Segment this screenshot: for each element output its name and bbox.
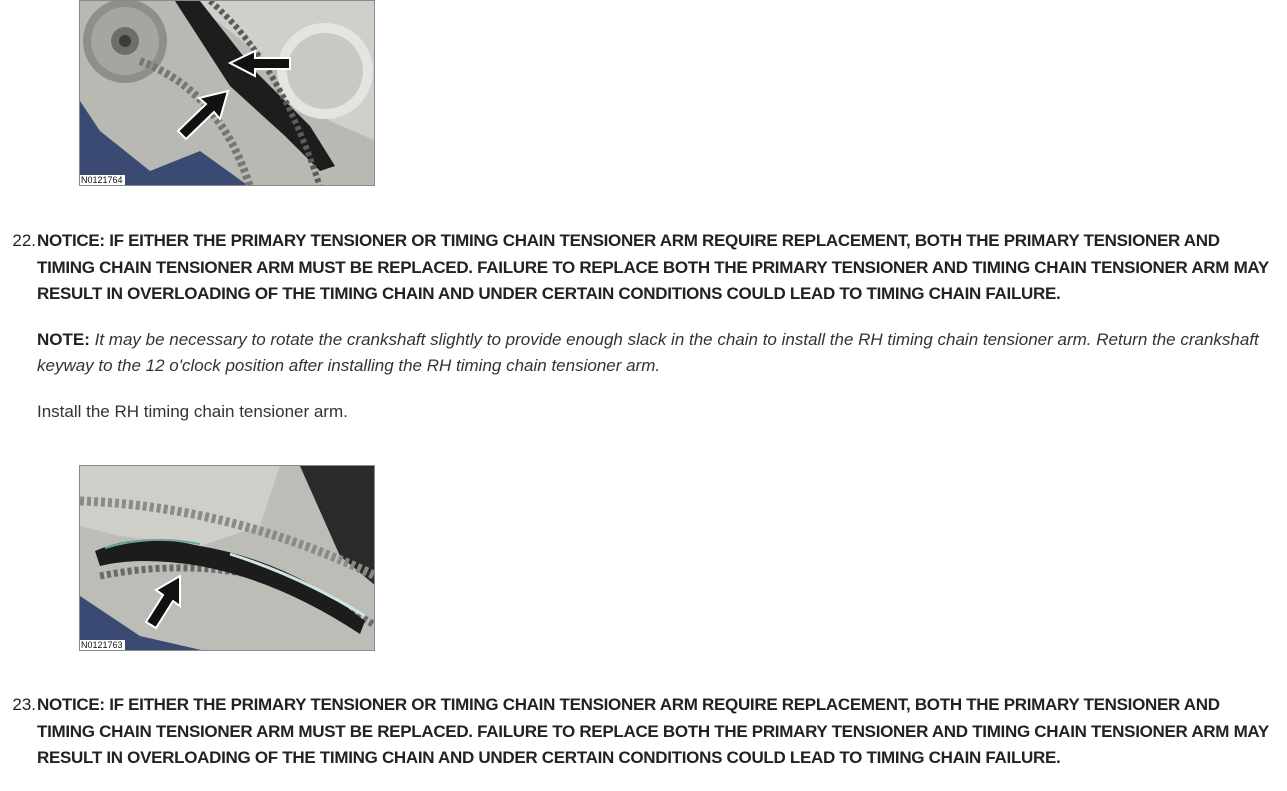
- step-22: [8, 228, 1280, 308]
- figure-tensioner-bolts: [79, 0, 375, 186]
- note-block: [37, 327, 1277, 379]
- notice-text: NOTICE: IF EITHER THE PRIMARY TENSIONER OR TIMING CHAIN TENSIONER ARM REQUIRE REPLACEMENT, BOTH THE PRIMARY TENSIONER AND TIMING CHAIN TENSIONER ARM MUST BE REPLACED. FAILURE TO REPLACE BOTH THE PRIMARY TENSIONER AND TIMING CHAIN TENSIONER ARM MAY RESULT IN OVERLOADING OF THE TIMING CHAIN AND UNDER CERTAIN CONDITIONS COULD LEAD TO TIMING CHAIN FAILURE.: [37, 695, 1269, 767]
- instruction-text: Install the RH timing chain tensioner arm.: [37, 402, 348, 421]
- figure-rh-tensioner-arm: [79, 465, 375, 651]
- figure-code: N0121763: [81, 640, 123, 650]
- step-number: 22.: [12, 231, 36, 250]
- note-label: NOTE:: [37, 330, 90, 349]
- figure-code: N0121764: [81, 175, 123, 185]
- step-number: 23.: [12, 695, 36, 714]
- note-text: It may be necessary to rotate the crankshaft slightly to provide enough slack in the chain to install the RH timing chain tensioner arm. Return the crankshaft keyway to the 12 o'clock position after installing the RH timing chain tensioner arm.: [37, 330, 1259, 375]
- engine-photo-2: [80, 466, 375, 651]
- notice-text: NOTICE: IF EITHER THE PRIMARY TENSIONER OR TIMING CHAIN TENSIONER ARM REQUIRE REPLACEMENT, BOTH THE PRIMARY TENSIONER AND TIMING CHAIN TENSIONER ARM MUST BE REPLACED. FAILURE TO REPLACE BOTH THE PRIMARY TENSIONER AND TIMING CHAIN TENSIONER ARM MAY RESULT IN OVERLOADING OF THE TIMING CHAIN AND UNDER CERTAIN CONDITIONS COULD LEAD TO TIMING CHAIN FAILURE.: [37, 231, 1269, 303]
- engine-photo-1: [80, 1, 375, 186]
- step-23: [8, 692, 1280, 772]
